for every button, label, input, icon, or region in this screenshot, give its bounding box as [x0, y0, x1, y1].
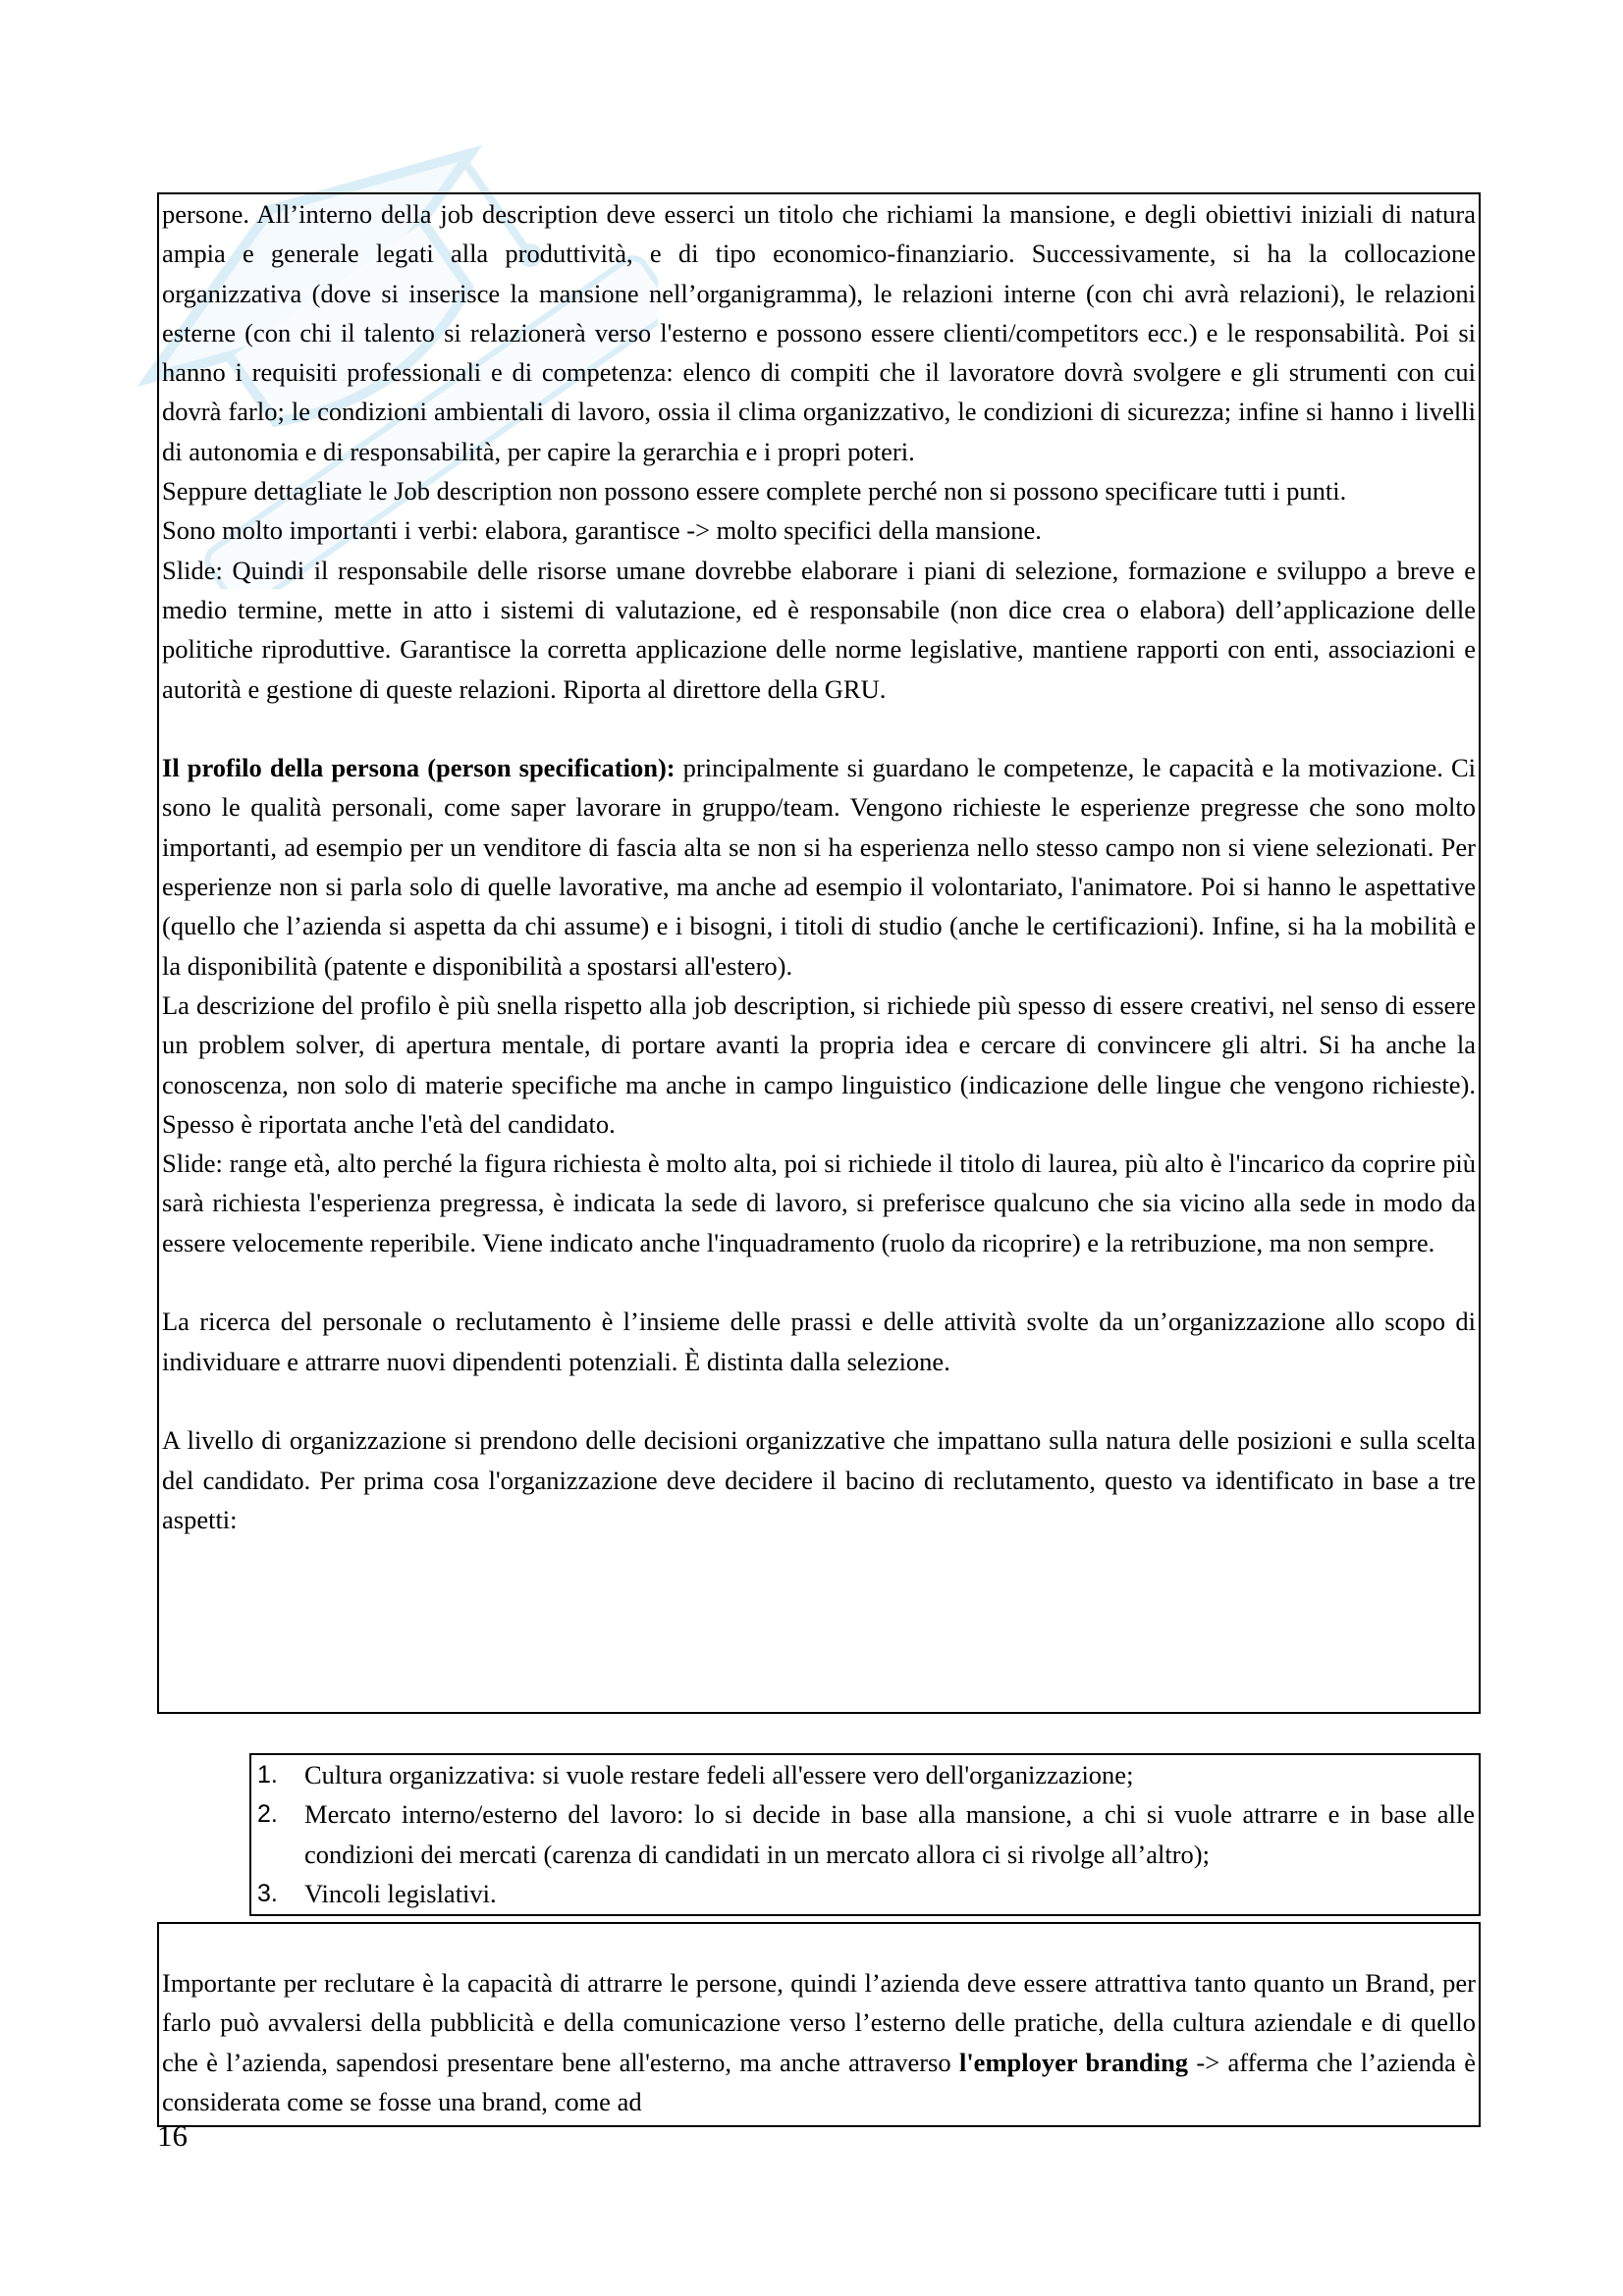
blank-line — [159, 709, 1479, 748]
recruitment-paragraph: La ricerca del personale o reclutamento è l’insieme delle prassi e delle attività svolte da un’organizzazione allo scopo di individuare e attrarre nuovi dipendenti potenziali. È distinta dalla selezione. — [162, 1307, 1476, 1376]
blank-line — [159, 1262, 1479, 1302]
page-number: 16 — [157, 2118, 188, 2153]
branding-text-end: -> afferma che l’azienda è considerata come se fosse una brand, come ad — [162, 2047, 1476, 2116]
list-item-text: Vincoli legislativi. — [304, 1878, 497, 1908]
paragraph: La descrizione del profilo è più snella rispetto alla job description, si richiede più spesso di essere creativi, nel senso di essere un problem solver, di apertura mentale, di portare avanti la propria idea e cercare di convincere gli altri. Si ha anche la conoscenza, non solo di materie specifiche ma anche in campo linguistico (indicazione delle lingue che vengono richieste). Spesso è riportata anche l'età del candidato. — [162, 989, 1476, 1139]
list-item — [251, 1755, 1479, 1794]
list-number: 2. — [257, 1800, 278, 1829]
list-item-text: Cultura organizzativa: si vuole restare fedeli all'essere vero dell'organizzazione; — [304, 1760, 1134, 1789]
profile-heading: Il profilo della persona (person specification): — [162, 753, 676, 783]
paragraph: Slide: Quindi il responsabile delle risorse umane dovrebbe elaborare i piani di selezione, formazione e sviluppo a breve e medio termine, mette in atto i sistemi di valutazione, ed è responsabile (non dice crea o elabora) dell’applicazione delle politiche riproduttive. Garantisce la corretta applicazione delle norme legislative, mantiene rapporti con enti, associazioni e autorità e gestione di queste relazioni. Riporta al direttore della GRU. — [162, 555, 1476, 704]
numbered-list-box — [249, 1753, 1481, 1916]
numbered-list — [251, 1755, 1479, 1913]
profile-paragraph — [159, 748, 1479, 986]
branding-paragraph — [159, 1963, 1479, 2121]
blank-line — [159, 1381, 1479, 1420]
paragraph: persone. All’interno della job description deve esserci un titolo che richiami la mansione, e degli obiettivi iniziali di natura ampia e generale legati alla produttività, e di tipo economico-finanziario. Successivamente, si ha la collocazione organizzativa (dove si inserisce la mansione nell’organigramma), le relazioni interne (con chi avrà relazioni), le relazioni esterne (con chi il talento si relazionerà verso l'esterno e possono essere clienti/competitors ecc.) e le responsabilità. Poi si hanno i requisiti professionali e di competenza: elenco di compiti che il lavoratore dovrà svolgere e gli strumenti con cui dovrà farlo; le condizioni ambientali di lavoro, ossia il clima organizzativo, le condizioni di sicurezza; infine si hanno i livelli di autonomia e di responsabilità, per capire la gerarchia e i propri poteri. — [162, 199, 1476, 466]
text-block-job-and-profile — [157, 192, 1481, 1714]
list-item-text: Mercato interno/esterno del lavoro: lo si decide in base alla mansione, a chi si vuole attrarre e in base alle condizioni dei mercati (carenza di candidati in un mercato allora ci si rivolge all’altro); — [304, 1799, 1475, 1869]
branding-text-start: Importante per reclutare è la capacità di attrarre le persone, quindi l’azienda deve essere attrattiva tanto quanto un Brand, per farlo può avvalersi della pubblicità e della comunicazione verso l’esterno delle pratiche, della cultura aziendale e di quello che è l’azienda, sapendosi presentare bene all'esterno, ma anche attraverso — [162, 1968, 1476, 2077]
paragraph: Seppure dettagliate le Job description non possono essere complete perché non si possono specificare tutti i punti. — [162, 476, 1347, 507]
paragraph: Sono molto importanti i verbi: elabora, garantisce -> molto specifici della mansione. — [162, 515, 1042, 546]
employer-branding-term: l'employer branding — [958, 2047, 1189, 2077]
list-number: 3. — [257, 1879, 278, 1907]
list-number: 1. — [257, 1761, 278, 1789]
list-item — [251, 1874, 1479, 1913]
organization-paragraph: A livello di organizzazione si prendono delle decisioni organizzative che impattano sulla natura delle posizioni e sulla scelta del candidato. Per prima cosa l'organizzazione deve decidere il bacino di reclutamento, questo va identificato in base a tre aspetti: — [162, 1425, 1476, 1534]
paragraph: Slide: range età, alto perché la figura richiesta è molto alta, poi si richiede il titolo di laurea, più alto è l'incarico da coprire più sarà richiesta l'esperienza pregressa, è indicata la sede di lavoro, si preferisce qualcuno che sia vicino alla sede in modo da essere velocemente reperibile. Viene indicato anche l'inquadramento (ruolo da ricoprire) e la retribuzione, ma non sempre. — [162, 1148, 1476, 1257]
profile-text: principalmente si guardano le competenze, le capacità e la motivazione. Ci sono le qualità personali, come saper lavorare in gruppo/team. Vengono richieste le esperienze pregresse che sono molto importanti, ad esempio per un venditore di fascia alta se non si ha esperienza nello stesso campo non si viene selezionati. Per esperienze non si parla solo di quelle lavorative, ma anche ad esempio il volontariato, l'animatore. Poi si hanno le aspettative (quello che l’azienda si aspetta da chi assume) e i bisogni, i titoli di studio (anche le certificazioni). Infine, si ha la mobilità e la disponibilità (patente e disponibilità a spostarsi all'estero). — [162, 753, 1476, 981]
list-item — [251, 1794, 1479, 1874]
text-block-employer-branding — [157, 1922, 1481, 2127]
